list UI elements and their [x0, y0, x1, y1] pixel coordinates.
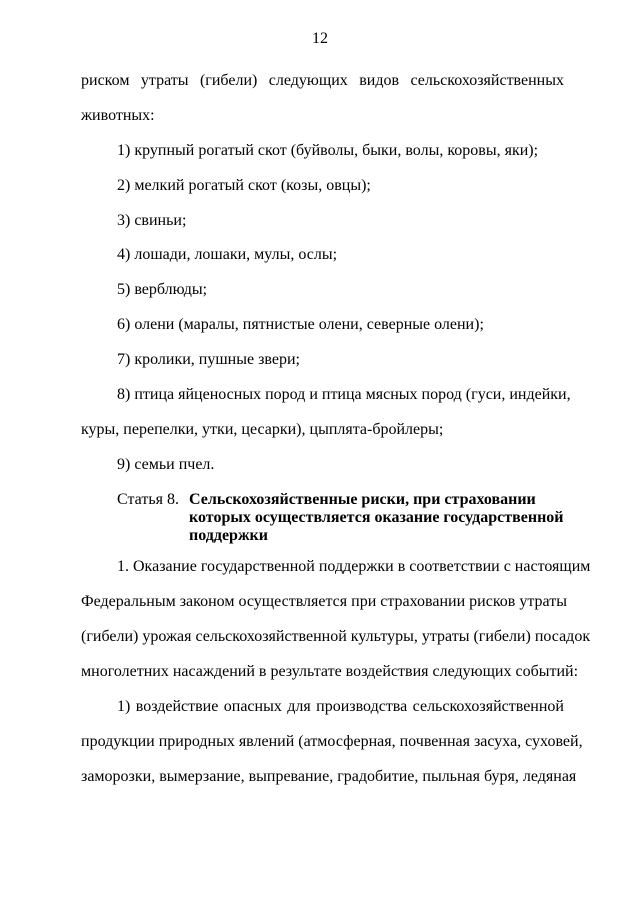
list-item: 3) свиньи; — [117, 212, 187, 229]
list-item: 8) птица яйценосных пород и птица мясных пород (гуси, индейки, — [117, 386, 571, 403]
body-line: риском утраты (гибели) следующих видов сельскохозяйственных — [81, 72, 564, 89]
body-line: Федеральным законом осуществляется при страховании рисков утраты — [81, 593, 567, 610]
list-item: 1) крупный рогатый скот (буйволы, быки, волы, коровы, яки); — [117, 142, 539, 159]
body-line: 1. Оказание государственной поддержки в соответствии с настоящим — [117, 558, 591, 575]
list-item: 6) олени (маралы, пятнистые олени, северные олени); — [117, 316, 484, 333]
list-item: 7) кролики, пушные звери; — [117, 351, 300, 368]
article-title-line: поддержки — [189, 527, 268, 544]
list-item: 5) верблюды; — [117, 281, 208, 298]
list-item: 4) лошади, лошаки, мулы, ослы; — [117, 246, 338, 263]
article-title — [189, 491, 567, 545]
body-line: (гибели) урожая сельскохозяйственной культуры, утраты (гибели) посадок — [81, 628, 591, 645]
list-item: 1) воздействие опасных для производства сельскохозяйственной — [117, 698, 564, 715]
list-item-continuation: куры, перепелки, утки, цесарки), цыплята-бройлеры; — [81, 421, 444, 438]
body-line: животных: — [81, 107, 155, 124]
article-label: Статья 8. — [117, 491, 179, 508]
list-item: 9) семьи пчел. — [117, 456, 215, 473]
body-line: заморозки, вымерзание, выпревание, градобитие, пыльная буря, ледяная — [81, 768, 577, 785]
body-line: многолетних насаждений в результате воздействия следующих событий: — [81, 663, 579, 680]
article-title-line: которых осуществляется оказание государственной — [189, 509, 564, 526]
list-item: 2) мелкий рогатый скот (козы, овцы); — [117, 177, 371, 194]
page-number: 12 — [312, 30, 328, 47]
article-title-line: Сельскохозяйственные риски, при страховании — [189, 491, 536, 508]
body-line: продукции природных явлений (атмосферная, почвенная засуха, суховей, — [81, 733, 583, 750]
